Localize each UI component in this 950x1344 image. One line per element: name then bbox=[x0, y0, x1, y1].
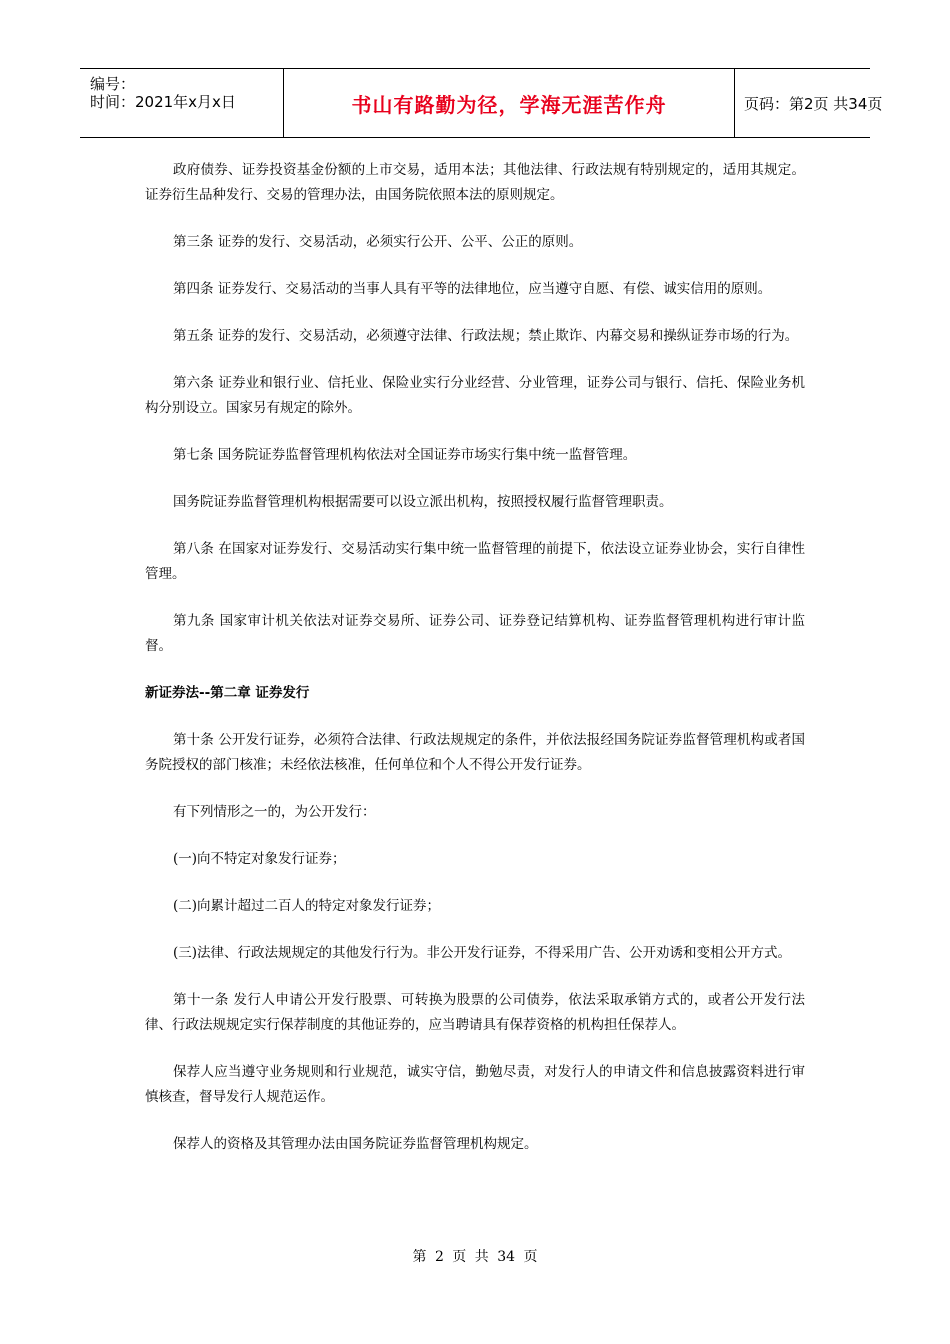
page-header bbox=[80, 68, 883, 138]
header-slogan-cell bbox=[284, 69, 735, 137]
article-9: 第九条 国家审计机关依法对证券交易所、证券公司、证券登记结算机构、证券监督管理机构进行审计监督。 bbox=[145, 613, 805, 654]
page-footer: 第 2 页 共 34 页 bbox=[412, 1249, 538, 1265]
article-6: 第六条 证券业和银行业、信托业、保险业实行分业经营、分业管理，证券公司与银行、信托、保险业务机构分别设立。国家另有规定的除外。 bbox=[145, 375, 805, 416]
list-item: (二)向累计超过二百人的特定对象发行证券； bbox=[173, 898, 441, 914]
header-slogan: 书山有路勤为径，学海无涯苦作舟 bbox=[351, 92, 667, 117]
article-8: 第八条 在国家对证券发行、交易活动实行集中统一监督管理的前提下，依法设立证券业协会，实行自律性管理。 bbox=[145, 541, 805, 582]
document-date-label: 时间：2021年x月x日 bbox=[90, 93, 236, 111]
paragraph: 国务院证券监督管理机构根据需要可以设立派出机构，按照授权履行监督管理职责。 bbox=[173, 494, 673, 510]
article-11: 第十一条 发行人申请公开发行股票、可转换为股票的公司债券，依法采取承销方式的，或者公开发行法律、行政法规规定实行保荐制度的其他证券的，应当聘请具有保荐资格的机构担任保荐人。 bbox=[145, 992, 805, 1033]
article-4: 第四条 证券发行、交易活动的当事人具有平等的法律地位，应当遵守自愿、有偿、诚实信用的原则。 bbox=[173, 281, 772, 297]
header-page-number: 页码：第2页 共34页 bbox=[744, 94, 883, 113]
paragraph: 政府债券、证券投资基金份额的上市交易，适用本法；其他法律、行政法规有特别规定的，适用其规定。证券衍生品种发行、交易的管理办法，由国务院依照本法的原则规定。 bbox=[145, 162, 805, 203]
header-meta bbox=[80, 69, 284, 137]
chapter-heading: 新证券法--第二章 证券发行 bbox=[145, 685, 310, 701]
article-10: 第十条 公开发行证券，必须符合法律、行政法规规定的条件，并依法报经国务院证券监督管理机构或者国务院授权的部门核准；未经依法核准，任何单位和个人不得公开发行证券。 bbox=[145, 732, 805, 773]
paragraph: 有下列情形之一的，为公开发行： bbox=[173, 804, 376, 820]
article-7: 第七条 国务院证券监督管理机构依法对全国证券市场实行集中统一监督管理。 bbox=[173, 447, 637, 463]
paragraph: 保荐人应当遵守业务规则和行业规范，诚实守信，勤勉尽责，对发行人的申请文件和信息披露资料进行审慎核查，督导发行人规范运作。 bbox=[145, 1064, 805, 1105]
paragraph: 保荐人的资格及其管理办法由国务院证券监督管理机构规定。 bbox=[173, 1136, 538, 1152]
document-body bbox=[145, 158, 805, 1179]
article-3: 第三条 证券的发行、交易活动，必须实行公开、公平、公正的原则。 bbox=[173, 234, 583, 250]
list-item: (三)法律、行政法规规定的其他发行行为。非公开发行证券，不得采用广告、公开劝诱和变相公开方式。 bbox=[173, 945, 792, 961]
article-5: 第五条 证券的发行、交易活动，必须遵守法律、行政法规；禁止欺诈、内幕交易和操纵证券市场的行为。 bbox=[173, 328, 799, 344]
list-item: (一)向不特定对象发行证券； bbox=[173, 851, 346, 867]
document-number-label: 编号： bbox=[90, 75, 136, 93]
